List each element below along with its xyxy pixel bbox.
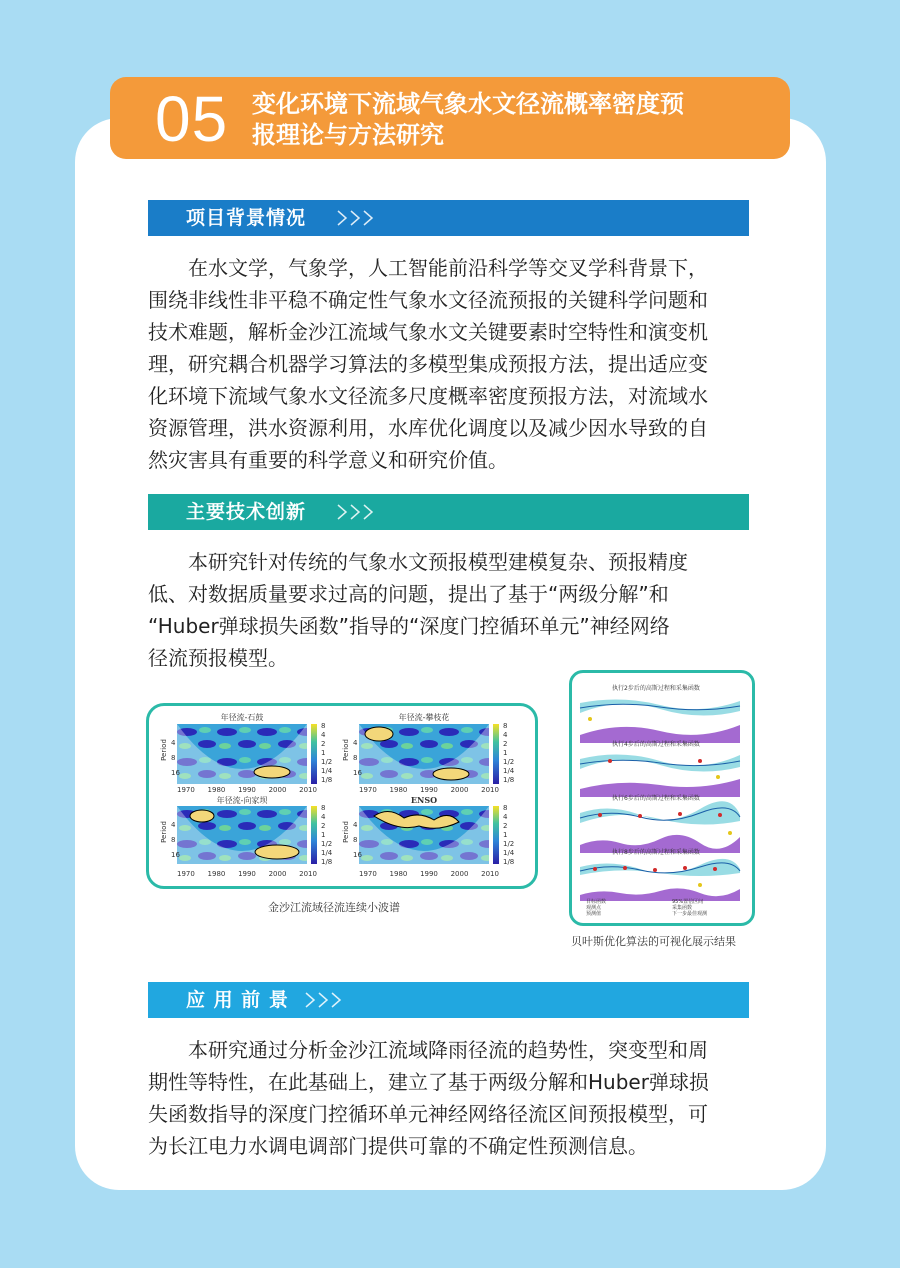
background-paragraph: 在水文学，气象学，人工智能前沿科学等交叉学科背景下， 围绕非线性非平稳不确定性气象水文径流预报的关键科学问题和 技术难题，解析金沙江流域气象水文关键要素时空特性和演变机 理，研究耦合机器学习算法的多模型集成预报方法，提出适应变 化环境下流域气象水文径流多尺度概率密度预报方法，对流域水 资源管理，洪水资源利用，水库优化调度以及减少因水导致的自 然灾害具有重要的科学意义和研究价值。 — [148, 256, 708, 472]
bayes-figure — [569, 670, 755, 926]
y-tick-labels: 4 8 16 — [353, 739, 362, 777]
colorbar-labels: 8 4 2 1 1/2 1/4 1/8 — [321, 722, 333, 784]
wavelet-figure — [146, 703, 538, 889]
y-axis-label: Period — [341, 739, 350, 761]
section-label: 应 用 前 景 — [186, 989, 289, 1011]
y-tick-labels: 4 8 16 — [171, 739, 180, 777]
x-tick-labels: 1970 1980 1990 2000 2010 — [177, 786, 317, 794]
bayes-panel-title: 执行2步后的高斯过程和采集函数 — [612, 685, 700, 692]
colorbar-labels: 8 4 2 1 1/2 1/4 1/8 — [503, 804, 515, 866]
colorbar-labels: 8 4 2 1 1/2 1/4 1/8 — [503, 722, 515, 784]
colorbar-labels: 8 4 2 1 1/2 1/4 1/8 — [321, 804, 333, 866]
chevron-arrows-icon — [336, 208, 380, 228]
bayes-caption: 贝叶斯优化算法的可视化展示结果 — [571, 935, 736, 948]
wavelet-panel-title: 年径流-石鼓 — [220, 713, 264, 722]
y-axis-label: Period — [341, 821, 350, 843]
page-title — [252, 89, 762, 151]
title-line-1: 变化环境下流域气象水文径流概率密度预 — [252, 90, 684, 118]
chevron-arrows-icon — [336, 502, 380, 522]
y-axis-label: Period — [159, 739, 168, 761]
wavelet-panel-title: ENSO — [410, 795, 438, 805]
y-axis-label: Period — [159, 821, 168, 843]
section-header-innovation — [148, 494, 749, 530]
x-tick-labels: 1970 1980 1990 2000 2010 — [359, 786, 499, 794]
section-label: 主要技术创新 — [186, 501, 307, 523]
bayes-panel-title: 执行4步后的高斯过程和采集函数 — [612, 741, 700, 748]
y-tick-labels: 4 8 16 — [353, 821, 362, 859]
bayes-legend-left: 目标函数 观测点 预测值 — [586, 899, 607, 917]
innovation-paragraph: 本研究针对传统的气象水文预报模型建模复杂、预报精度 低、对数据质量要求过高的问题，提出了基于“两级分解”和 “Huber弹球损失函数”指导的“深度门控循环单元”神经网络 径流预报模型。 — [148, 550, 688, 670]
bayes-legend-right: 95%置信区间 采集函数 下一步最佳观测 — [672, 899, 708, 917]
wavelet-caption: 金沙江流域径流连续小波谱 — [268, 901, 400, 914]
section-header-background — [148, 200, 749, 236]
section-number: 05 — [155, 83, 229, 155]
section-header-application — [148, 982, 749, 1018]
x-tick-labels: 1970 1980 1990 2000 2010 — [177, 870, 317, 878]
chevron-arrows-icon — [304, 990, 348, 1010]
title-line-2: 报理论与方法研究 — [252, 121, 444, 149]
x-tick-labels: 1970 1980 1990 2000 2010 — [359, 870, 499, 878]
application-paragraph: 本研究通过分析金沙江流域降雨径流的趋势性，突变型和周 期性等特性，在此基础上，建立了基于两级分解和Huber弹球损 失函数指导的深度门控循环单元神经网络径流区间预报模型，可 为长江电力水调电调部门提供可靠的不确定性预测信息。 — [148, 1038, 709, 1158]
section-label: 项目背景情况 — [186, 207, 307, 229]
wavelet-panel-title: 年径流-攀枝花 — [398, 713, 450, 722]
y-tick-labels: 4 8 16 — [171, 821, 180, 859]
wavelet-panel-title: 年径流-向家坝 — [216, 796, 268, 805]
bayes-panel-title: 执行6步后的高斯过程和采集函数 — [612, 795, 700, 802]
bayes-panel-title: 执行8步后的高斯过程和采集函数 — [612, 849, 700, 856]
